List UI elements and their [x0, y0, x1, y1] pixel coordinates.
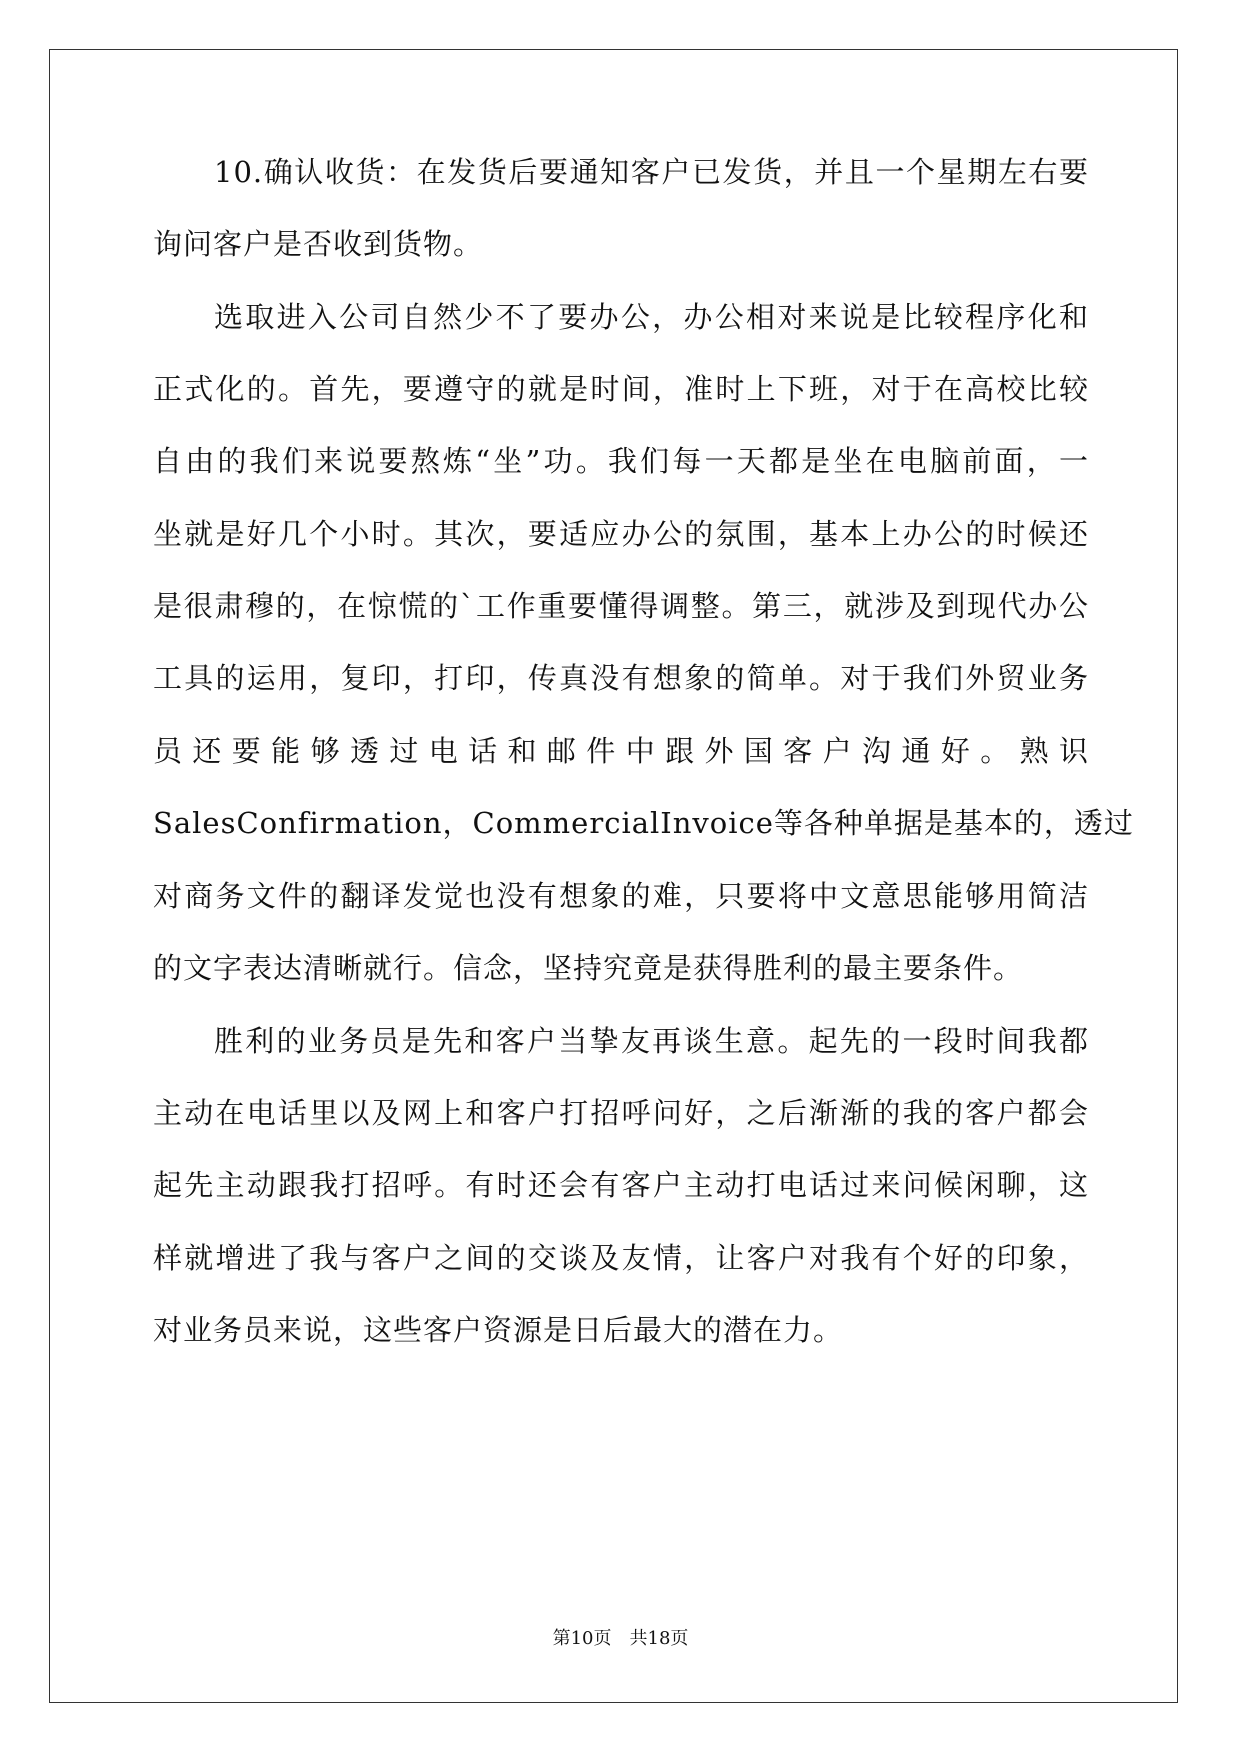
- paragraph-3-line-4: 样就增进了我与客户之间的交谈及友情，让客户对我有个好的印象，: [153, 1241, 1089, 1275]
- paragraph-3-line-5: 对业务员来说，这些客户资源是日后最大的潜在力。: [153, 1313, 844, 1347]
- paragraph-2-line-10: 的文字表达清晰就行。信念，坚持究竟是获得胜利的最主要条件。: [153, 951, 1024, 985]
- page-number-footer: 第10页 共18页: [552, 1628, 689, 1649]
- paragraph-3-line-1: 胜利的业务员是先和客户当挚友再谈生意。起先的一段时间我都: [214, 1024, 1089, 1058]
- paragraph-3-line-3: 起先主动跟我打招呼。有时还会有客户主动打电话过来问候闲聊，这: [153, 1168, 1089, 1202]
- paragraph-2-line-1: 选取进入公司自然少不了要办公，办公相对来说是比较程序化和: [214, 300, 1089, 334]
- paragraph-2-line-3: 自由的我们来说要熬炼“坐”功。我们每一天都是坐在电脑前面，一: [153, 444, 1089, 478]
- paragraph-1-line-2: 询问客户是否收到货物。: [153, 227, 484, 261]
- paragraph-3-line-2: 主动在电话里以及网上和客户打招呼问好，之后渐渐的我的客户都会: [153, 1096, 1089, 1130]
- paragraph-2-line-4: 坐就是好几个小时。其次，要适应办公的氛围，基本上办公的时候还: [153, 517, 1089, 551]
- paragraph-2-line-6: 工具的运用，复印，打印，传真没有想象的简单。对于我们外贸业务: [153, 661, 1089, 695]
- paragraph-2-line-9: 对商务文件的翻译发觉也没有想象的难，只要将中文意思能够用简洁: [153, 879, 1089, 913]
- paragraph-2-line-7: 员还要能够透过电话和邮件中跟外国客户沟通好。熟识: [153, 734, 1089, 768]
- paragraph-2-line-8: SalesConfirmation，CommercialInvoice等各种单据是基本的，透过: [153, 806, 1134, 840]
- paragraph-2-line-5: 是很肃穆的，在惊慌的`工作重要懂得调整。第三，就涉及到现代办公: [153, 589, 1089, 623]
- paragraph-2-line-2: 正式化的。首先，要遵守的就是时间，准时上下班，对于在高校比较: [153, 372, 1089, 406]
- paragraph-1-line-1: 10.确认收货：在发货后要通知客户已发货，并且一个星期左右要: [214, 155, 1089, 189]
